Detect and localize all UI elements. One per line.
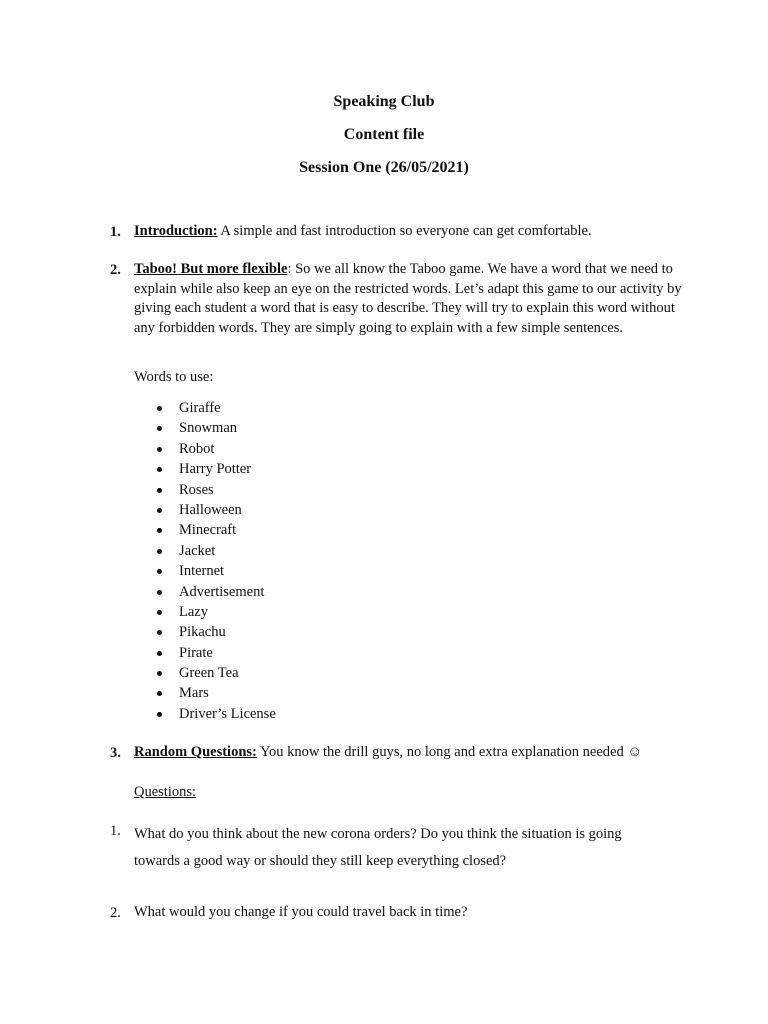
list-item: [134, 500, 276, 520]
list-item: [134, 520, 276, 540]
list-item: [134, 582, 276, 602]
question-text: What would you change if you could travel back in time?: [134, 904, 468, 920]
bullet-icon: [157, 406, 162, 411]
bullet-icon: [157, 691, 162, 696]
list-item: [134, 561, 276, 581]
word-text: Harry Potter: [179, 461, 252, 478]
section-number: 1.: [110, 224, 121, 240]
bullet-icon: [157, 447, 162, 452]
list-item: [134, 643, 276, 663]
bullet-icon: [157, 467, 162, 472]
list-item: [134, 398, 276, 418]
bullet-icon: [157, 528, 162, 533]
section-text: : So we all know the Taboo game. We have a word that we need to explain while also keep an eye on the restricted words. Let’s adapt this game to our activity by giving each student a word that is easy to describe. They will try to explain this word without any forbidden words. They are simply going to explain with a few simple sentences.: [134, 261, 682, 336]
word-text: Mars: [179, 685, 209, 702]
list-item: [134, 602, 276, 622]
bullet-icon: [157, 671, 162, 676]
word-text: Halloween: [179, 501, 242, 518]
section-heading: Random Questions:: [134, 744, 257, 760]
list-item: [134, 459, 276, 479]
word-text: Snowman: [179, 420, 237, 437]
bullet-icon: [157, 610, 162, 615]
word-text: Giraffe: [179, 400, 221, 416]
section-heading: Taboo! But more flexible: [134, 261, 288, 277]
word-text: Minecraft: [179, 522, 237, 539]
bullet-icon: [157, 569, 162, 574]
questions-label: Questions:: [134, 784, 197, 800]
word-list: [134, 398, 276, 724]
section-number: 2.: [110, 262, 121, 278]
list-item: [134, 480, 276, 500]
word-text: Internet: [179, 563, 225, 580]
word-text: Lazy: [179, 603, 208, 620]
section-number: 3.: [110, 745, 121, 761]
bullet-icon: [157, 651, 162, 656]
section-random-questions: [134, 743, 682, 763]
bullet-icon: [157, 488, 162, 493]
word-text: Advertisement: [179, 583, 265, 600]
list-item: [134, 418, 276, 438]
session-title: Session One (26/05/2021): [299, 159, 469, 176]
word-text: Pikachu: [179, 624, 226, 641]
list-item: [134, 439, 276, 459]
section-taboo: [134, 260, 682, 338]
list-item: [134, 704, 276, 724]
bullet-icon: [157, 426, 162, 431]
bullet-icon: [157, 712, 162, 717]
word-text: Driver’s License: [179, 705, 276, 722]
document-title: Speaking Club: [333, 93, 435, 110]
words-label: Words to use:: [134, 369, 214, 385]
question-number: 1.: [110, 823, 121, 839]
word-text: Green Tea: [179, 665, 239, 682]
word-text: Pirate: [179, 644, 213, 661]
word-text: Jacket: [179, 542, 216, 559]
document-subtitle: Content file: [343, 126, 425, 143]
list-item: [134, 683, 276, 703]
bullet-icon: [157, 549, 162, 554]
question-number: 2.: [110, 905, 121, 921]
section-text: You know the drill guys, no long and extra explanation needed ☺: [256, 744, 643, 760]
word-text: Robot: [179, 440, 215, 457]
bullet-icon: [157, 508, 162, 513]
bullet-icon: [157, 630, 162, 635]
section-text: A simple and fast introduction so everyone can get comfortable.: [217, 223, 592, 239]
list-item: [134, 622, 276, 642]
section-heading: Introduction:: [134, 223, 218, 239]
list-item: [134, 663, 276, 683]
question-text: What do you think about the new corona orders? Do you think the situation is going towards a good way or should they still keep everything closed?: [134, 826, 622, 869]
bullet-icon: [157, 590, 162, 595]
section-introduction: [134, 222, 682, 242]
list-item: [134, 541, 276, 561]
word-text: Roses: [179, 481, 214, 498]
